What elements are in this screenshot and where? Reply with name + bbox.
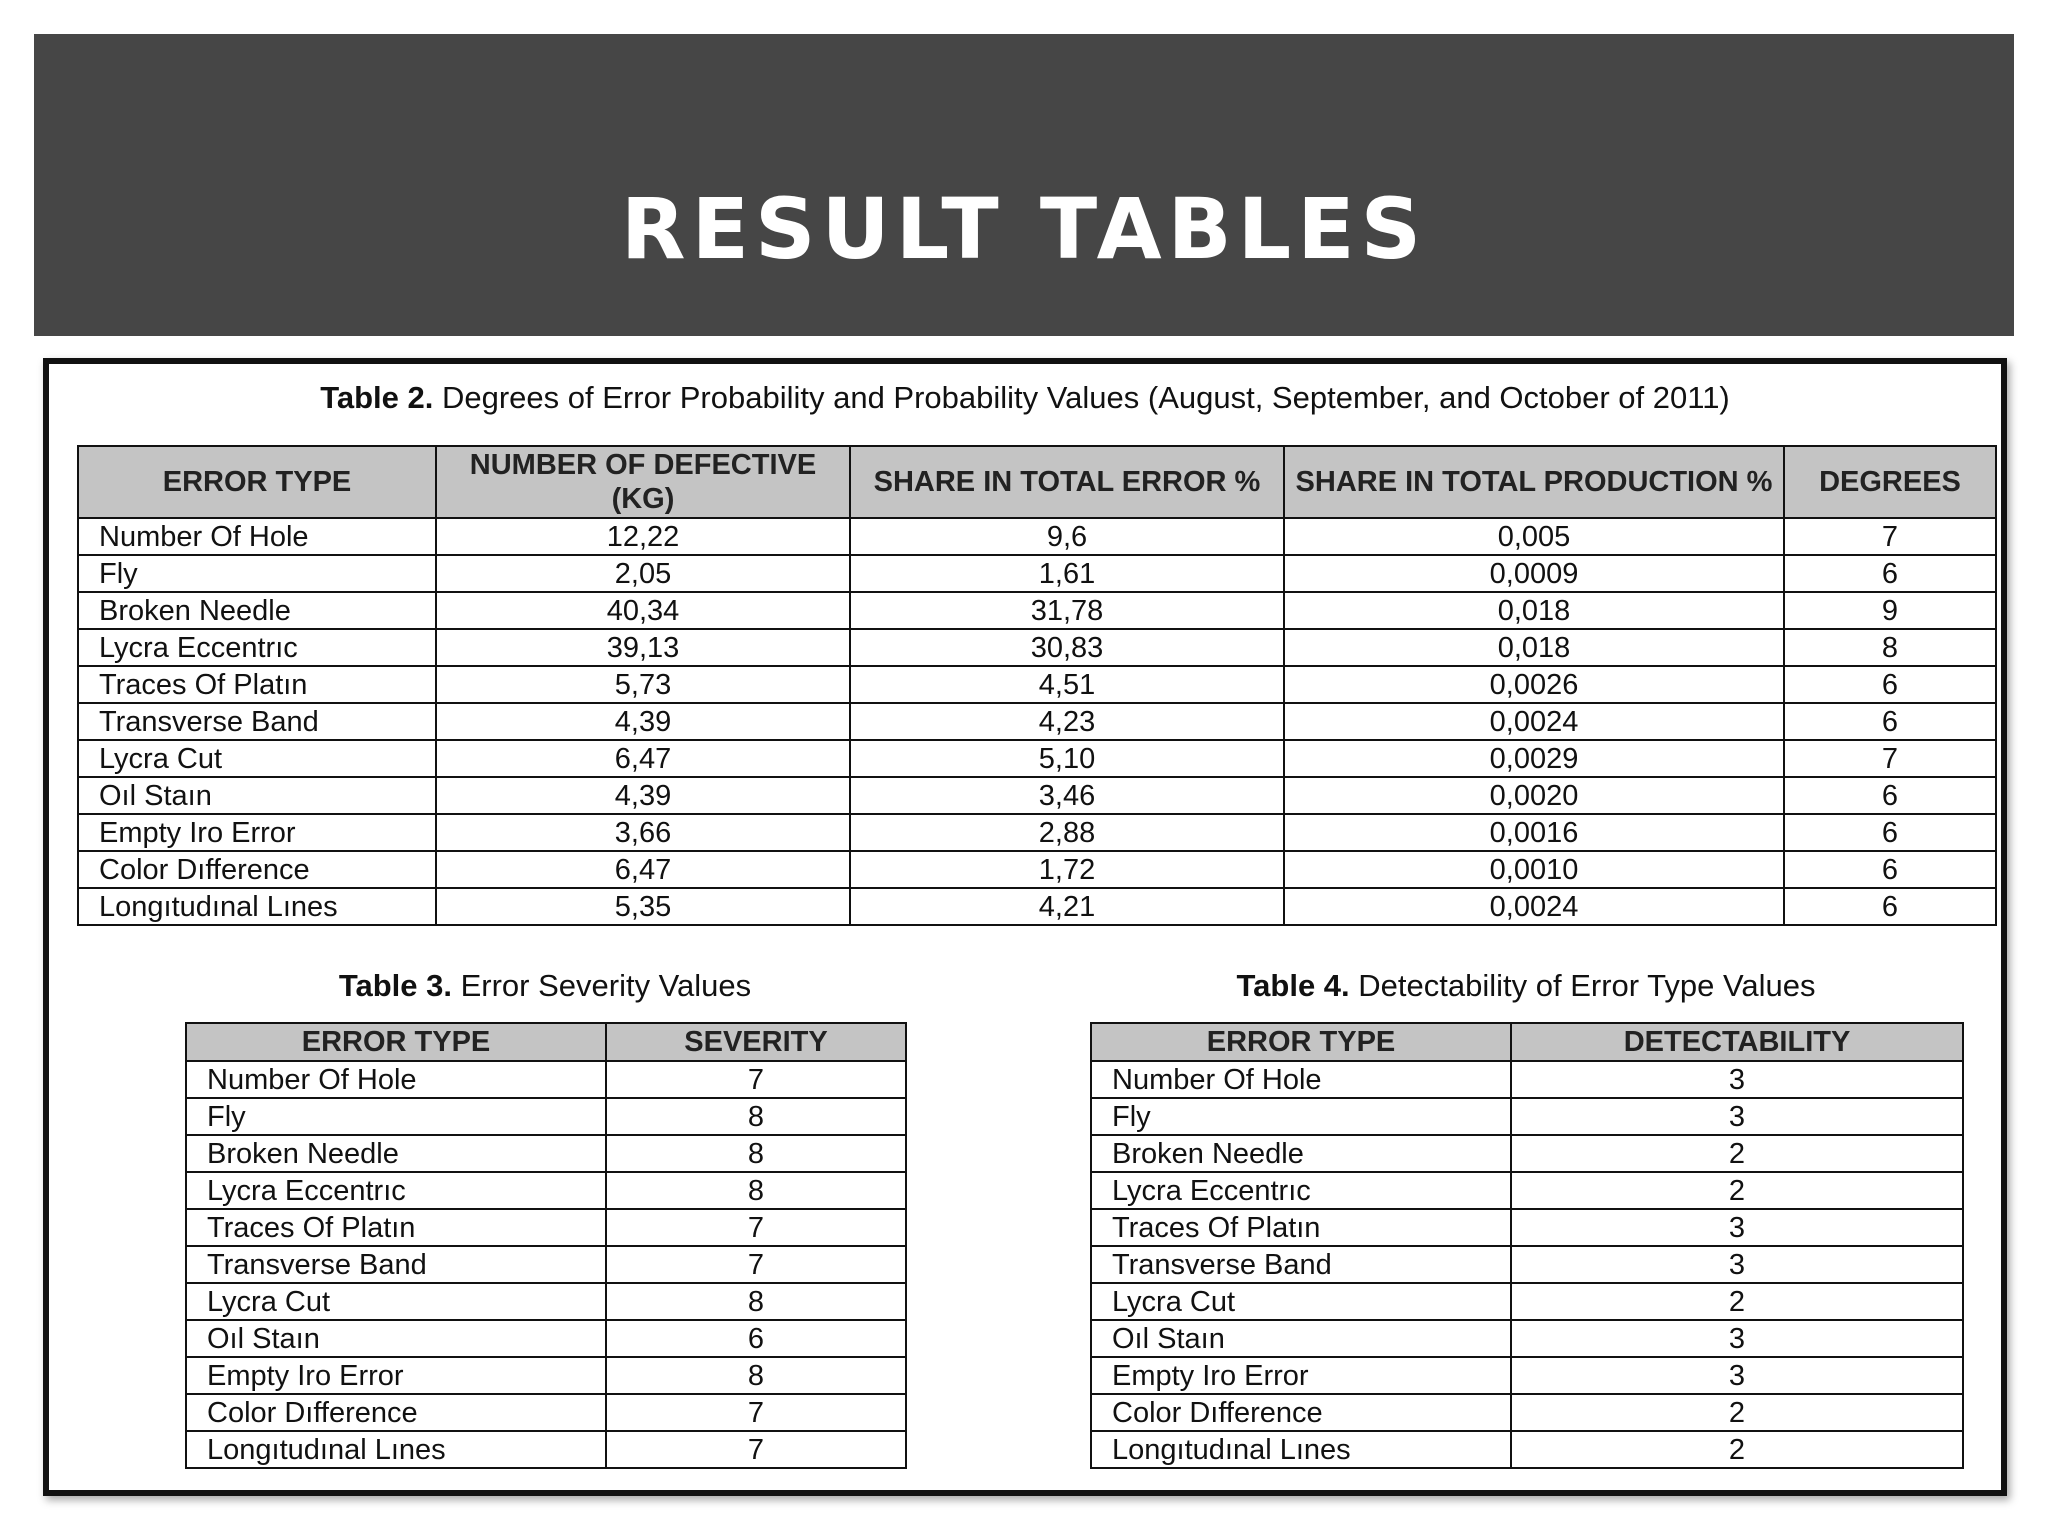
value-cell: 8 bbox=[1784, 629, 1996, 666]
table-row bbox=[78, 888, 1996, 925]
value-cell: 0,018 bbox=[1284, 629, 1784, 666]
value-cell: 7 bbox=[606, 1394, 906, 1431]
error-type-cell: Transverse Band bbox=[78, 703, 436, 740]
error-type-cell: Color Dıfference bbox=[186, 1394, 606, 1431]
value-cell: 2 bbox=[1511, 1172, 1963, 1209]
value-cell: 0,0016 bbox=[1284, 814, 1784, 851]
value-cell: 4,51 bbox=[850, 666, 1284, 703]
table-row bbox=[1091, 1172, 1963, 1209]
table-row bbox=[186, 1431, 906, 1468]
value-cell: 4,39 bbox=[436, 703, 850, 740]
value-cell: 0,0024 bbox=[1284, 888, 1784, 925]
table3-body bbox=[186, 1061, 906, 1468]
table-row bbox=[186, 1283, 906, 1320]
value-cell: 7 bbox=[606, 1431, 906, 1468]
value-cell: 0,0029 bbox=[1284, 740, 1784, 777]
table2-header-row bbox=[78, 446, 1996, 518]
value-cell: 6,47 bbox=[436, 851, 850, 888]
value-cell: 2 bbox=[1511, 1431, 1963, 1468]
table4-header-row bbox=[1091, 1023, 1963, 1061]
error-type-cell: Broken Needle bbox=[1091, 1135, 1511, 1172]
value-cell: 0,0010 bbox=[1284, 851, 1784, 888]
error-type-cell: Number Of Hole bbox=[1091, 1061, 1511, 1098]
error-type-cell: Lycra Eccentrıc bbox=[1091, 1172, 1511, 1209]
value-cell: 6 bbox=[1784, 555, 1996, 592]
error-type-cell: Fly bbox=[78, 555, 436, 592]
value-cell: 6 bbox=[1784, 666, 1996, 703]
value-cell: 0,0020 bbox=[1284, 777, 1784, 814]
value-cell: 8 bbox=[606, 1357, 906, 1394]
error-type-cell: Empty Iro Error bbox=[78, 814, 436, 851]
value-cell: 0,018 bbox=[1284, 592, 1784, 629]
error-type-cell: Color Dıfference bbox=[78, 851, 436, 888]
value-cell: 7 bbox=[606, 1246, 906, 1283]
table-row bbox=[1091, 1098, 1963, 1135]
table3-caption-text: Error Severity Values bbox=[451, 968, 752, 1003]
table-row bbox=[1091, 1135, 1963, 1172]
column-header: ERROR TYPE bbox=[78, 446, 436, 518]
table-row bbox=[186, 1394, 906, 1431]
value-cell: 6 bbox=[1784, 814, 1996, 851]
error-type-cell: Empty Iro Error bbox=[1091, 1357, 1511, 1394]
value-cell: 6,47 bbox=[436, 740, 850, 777]
error-type-cell: Transverse Band bbox=[186, 1246, 606, 1283]
error-type-cell: Longıtudınal Lınes bbox=[1091, 1431, 1511, 1468]
value-cell: 40,34 bbox=[436, 592, 850, 629]
value-cell: 31,78 bbox=[850, 592, 1284, 629]
error-type-cell: Lycra Eccentrıc bbox=[78, 629, 436, 666]
column-header: NUMBER OF DEFECTIVE (KG) bbox=[436, 446, 850, 518]
error-type-cell: Number Of Hole bbox=[78, 518, 436, 555]
table-row bbox=[78, 518, 1996, 555]
table3-caption-label: Table 3. bbox=[338, 968, 452, 1003]
error-type-cell: Traces Of Platın bbox=[78, 666, 436, 703]
table4-caption-text: Detectability of Error Type Values bbox=[1349, 968, 1816, 1003]
column-header: ERROR TYPE bbox=[1091, 1023, 1511, 1061]
value-cell: 9 bbox=[1784, 592, 1996, 629]
value-cell: 2,88 bbox=[850, 814, 1284, 851]
value-cell: 4,21 bbox=[850, 888, 1284, 925]
error-type-cell: Lycra Cut bbox=[1091, 1283, 1511, 1320]
table-error-probability bbox=[77, 445, 1997, 926]
value-cell: 6 bbox=[1784, 888, 1996, 925]
value-cell: 3,46 bbox=[850, 777, 1284, 814]
value-cell: 3 bbox=[1511, 1061, 1963, 1098]
value-cell: 2 bbox=[1511, 1394, 1963, 1431]
value-cell: 5,35 bbox=[436, 888, 850, 925]
value-cell: 0,0009 bbox=[1284, 555, 1784, 592]
table-row bbox=[1091, 1357, 1963, 1394]
value-cell: 8 bbox=[606, 1098, 906, 1135]
error-type-cell: Oıl Staın bbox=[186, 1320, 606, 1357]
table2-caption-text: Degrees of Error Probability and Probability Values (August, September, and October of 2011) bbox=[433, 380, 1730, 415]
column-header: SEVERITY bbox=[606, 1023, 906, 1061]
table-row bbox=[1091, 1246, 1963, 1283]
table-row bbox=[78, 777, 1996, 814]
value-cell: 7 bbox=[606, 1209, 906, 1246]
table-row bbox=[186, 1135, 906, 1172]
error-type-cell: Empty Iro Error bbox=[186, 1357, 606, 1394]
table-row bbox=[78, 666, 1996, 703]
table-row bbox=[186, 1320, 906, 1357]
value-cell: 3 bbox=[1511, 1246, 1963, 1283]
value-cell: 3 bbox=[1511, 1320, 1963, 1357]
table-row bbox=[186, 1357, 906, 1394]
table-row bbox=[186, 1098, 906, 1135]
table-row bbox=[78, 814, 1996, 851]
error-type-cell: Traces Of Platın bbox=[186, 1209, 606, 1246]
value-cell: 8 bbox=[606, 1172, 906, 1209]
table-row bbox=[186, 1246, 906, 1283]
column-header: ERROR TYPE bbox=[186, 1023, 606, 1061]
table2-caption bbox=[49, 380, 2001, 416]
error-type-cell: Lycra Cut bbox=[186, 1283, 606, 1320]
error-type-cell: Broken Needle bbox=[78, 592, 436, 629]
table-row bbox=[1091, 1431, 1963, 1468]
error-type-cell: Number Of Hole bbox=[186, 1061, 606, 1098]
column-header: SHARE IN TOTAL ERROR % bbox=[850, 446, 1284, 518]
value-cell: 4,39 bbox=[436, 777, 850, 814]
value-cell: 1,61 bbox=[850, 555, 1284, 592]
value-cell: 12,22 bbox=[436, 518, 850, 555]
error-type-cell: Lycra Eccentrıc bbox=[186, 1172, 606, 1209]
value-cell: 30,83 bbox=[850, 629, 1284, 666]
table-row bbox=[186, 1172, 906, 1209]
value-cell: 39,13 bbox=[436, 629, 850, 666]
table4-body bbox=[1091, 1061, 1963, 1468]
column-header: SHARE IN TOTAL PRODUCTION % bbox=[1284, 446, 1784, 518]
table3-caption bbox=[185, 968, 905, 1004]
tables-frame bbox=[43, 358, 2007, 1496]
value-cell: 1,72 bbox=[850, 851, 1284, 888]
value-cell: 0,0024 bbox=[1284, 703, 1784, 740]
error-type-cell: Color Dıfference bbox=[1091, 1394, 1511, 1431]
value-cell: 6 bbox=[1784, 851, 1996, 888]
value-cell: 6 bbox=[1784, 703, 1996, 740]
value-cell: 6 bbox=[1784, 777, 1996, 814]
error-type-cell: Oıl Staın bbox=[78, 777, 436, 814]
title-banner bbox=[34, 34, 2014, 336]
value-cell: 2 bbox=[1511, 1135, 1963, 1172]
table-row bbox=[78, 592, 1996, 629]
table-row bbox=[1091, 1320, 1963, 1357]
table-row bbox=[1091, 1209, 1963, 1246]
error-type-cell: Broken Needle bbox=[186, 1135, 606, 1172]
table-row bbox=[1091, 1394, 1963, 1431]
table4-caption bbox=[1090, 968, 1962, 1004]
page-title: RESULT TABLES bbox=[620, 180, 1428, 278]
value-cell: 4,23 bbox=[850, 703, 1284, 740]
table-detectability bbox=[1090, 1022, 1964, 1469]
table-row bbox=[78, 851, 1996, 888]
value-cell: 5,10 bbox=[850, 740, 1284, 777]
value-cell: 3 bbox=[1511, 1098, 1963, 1135]
value-cell: 3,66 bbox=[436, 814, 850, 851]
table-row bbox=[78, 629, 1996, 666]
table-row bbox=[1091, 1061, 1963, 1098]
error-type-cell: Lycra Cut bbox=[78, 740, 436, 777]
value-cell: 6 bbox=[606, 1320, 906, 1357]
error-type-cell: Traces Of Platın bbox=[1091, 1209, 1511, 1246]
column-header: DETECTABILITY bbox=[1511, 1023, 1963, 1061]
error-type-cell: Transverse Band bbox=[1091, 1246, 1511, 1283]
table3-header-row bbox=[186, 1023, 906, 1061]
table-row bbox=[186, 1209, 906, 1246]
value-cell: 5,73 bbox=[436, 666, 850, 703]
table-row bbox=[78, 740, 1996, 777]
error-type-cell: Oıl Staın bbox=[1091, 1320, 1511, 1357]
value-cell: 7 bbox=[606, 1061, 906, 1098]
column-header: DEGREES bbox=[1784, 446, 1996, 518]
value-cell: 3 bbox=[1511, 1209, 1963, 1246]
value-cell: 0,0026 bbox=[1284, 666, 1784, 703]
value-cell: 7 bbox=[1784, 740, 1996, 777]
table-row bbox=[186, 1061, 906, 1098]
table-row bbox=[1091, 1283, 1963, 1320]
error-type-cell: Longıtudınal Lınes bbox=[186, 1431, 606, 1468]
table2-caption-label: Table 2. bbox=[320, 380, 434, 415]
table-row bbox=[78, 703, 1996, 740]
table-error-severity bbox=[185, 1022, 907, 1469]
value-cell: 9,6 bbox=[850, 518, 1284, 555]
value-cell: 7 bbox=[1784, 518, 1996, 555]
value-cell: 8 bbox=[606, 1283, 906, 1320]
table-row bbox=[78, 555, 1996, 592]
error-type-cell: Fly bbox=[186, 1098, 606, 1135]
value-cell: 0,005 bbox=[1284, 518, 1784, 555]
table2-body bbox=[78, 518, 1996, 925]
error-type-cell: Longıtudınal Lınes bbox=[78, 888, 436, 925]
error-type-cell: Fly bbox=[1091, 1098, 1511, 1135]
value-cell: 3 bbox=[1511, 1357, 1963, 1394]
value-cell: 8 bbox=[606, 1135, 906, 1172]
value-cell: 2 bbox=[1511, 1283, 1963, 1320]
value-cell: 2,05 bbox=[436, 555, 850, 592]
table4-caption-label: Table 4. bbox=[1236, 968, 1350, 1003]
